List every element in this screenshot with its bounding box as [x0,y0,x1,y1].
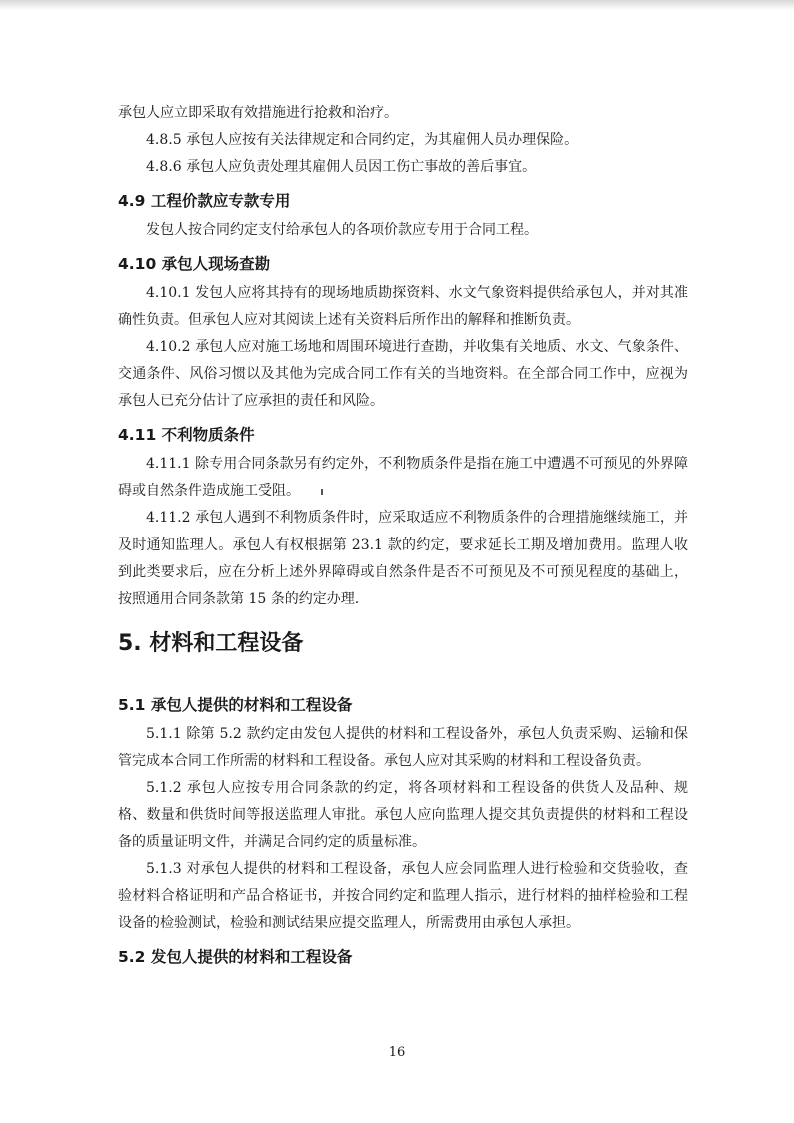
paragraph: 4.11.2 承包人遇到不利物质条件时，应采取适应不利物质条件的合理措施继续施工，并及时通知监理人。承包人有权根据第 23.1 款的约定，要求延长工期及增加费用。监理人收到此类要求后，应在分析上述外界障碍或自然条件是否不可预见及不可预见程度的基础上，按照通用合同条款第 15 条的约定办理. [118,510,688,607]
paragraph: 4.8.6 承包人应负责处理其雇佣人员因工伤亡事故的善后事宜。 [146,159,537,175]
paragraph: 5.1.3 对承包人提供的材料和工程设备，承包人应会同监理人进行检验和交货验收，查验材料合格证明和产品合格证书，并按合同约定和监理人指示，进行材料的抽样检验和工程设备的检验测试，检验和测试结果应提交监理人，所需费用由承包人承担。 [118,861,688,931]
paragraph: 5.1.1 除第 5.2 款约定由发包人提供的材料和工程设备外，承包人负责采购、运输和保管完成本合同工作所需的材料和工程设备。承包人应对其采购的材料和工程设备负责。 [118,726,688,769]
document-body [118,100,688,973]
paragraph: 5.1.2 承包人应按专用合同条款的约定，将各项材料和工程设备的供货人及品种、规格、数量和供货时间等报送监理人审批。承包人应向监理人提交其负责提供的材料和工程设备的质量证明文件，并满足合同约定的质量标准。 [118,780,688,850]
section-heading: 4.11 不利物质条件 [118,426,255,444]
section-heading: 5.2 发包人提供的材料和工程设备 [118,948,353,966]
scan-edge [0,0,794,10]
section-heading: 4.9 工程价款应专款专用 [118,192,291,210]
paragraph: 承包人应立即采取有效措施进行抢救和治疗。 [118,105,398,121]
page-number: 16 [388,1045,406,1060]
paragraph: 4.8.5 承包人应按有关法律规定和合同约定，为其雇佣人员办理保险。 [146,132,579,148]
paragraph: 发包人按合同约定支付给承包人的各项价款应专用于合同工程。 [146,222,538,238]
scan-speck [321,489,323,495]
chapter-heading: 5. 材料和工程设备 [118,631,304,656]
paragraph: 4.11.1 除专用合同条款另有约定外，不利物质条件是指在施工中遭遇不可预见的外界障碍或自然条件造成施工受阻。 [118,456,688,499]
paragraph: 4.10.2 承包人应对施工场地和周围环境进行查勘，并收集有关地质、水文、气象条件、交通条件、风俗习惯以及其他为完成合同工作有关的当地资料。在全部合同工作中，应视为承包人已充分估计了应承担的责任和风险。 [118,339,688,409]
paragraph: 4.10.1 发包人应将其持有的现场地质勘探资料、水文气象资料提供给承包人，并对其准确性负责。但承包人应对其阅读上述有关资料后所作出的解释和推断负责。 [118,285,688,328]
section-heading: 4.10 承包人现场查勘 [118,255,271,273]
section-heading: 5.1 承包人提供的材料和工程设备 [118,696,353,714]
